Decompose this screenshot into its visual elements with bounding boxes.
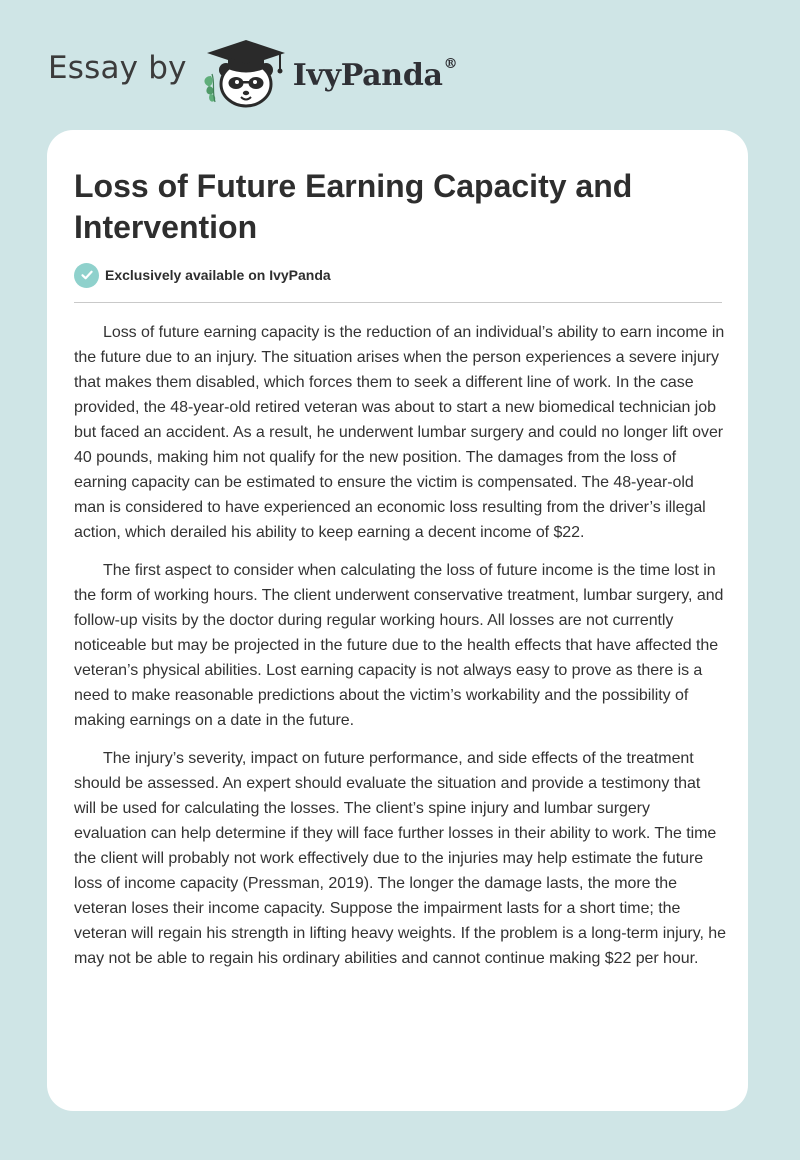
essay-card bbox=[47, 130, 748, 1111]
exclusive-badge bbox=[74, 262, 331, 288]
divider bbox=[74, 302, 722, 303]
paragraph: Loss of future earning capacity is the reduction of an individual’s ability to earn income in the future due to an injury. The situation arises when the person experiences a severe injury that makes them disabled, which forces them to seek a different line of work. In the case provided, the 48-year-old retired veteran was about to start a new biomedical technician job but faced an accident. As a result, he underwent lumbar surgery and could no longer lift over 40 pounds, making him not qualify for the new position. The damages from the loss of earning capacity can be estimated to ensure the victim is compensated. The 48-year-old man is considered to have experienced an economic loss resulting from the driver’s illegal action, which derailed his ability to keep earning a decent income of $22. bbox=[74, 324, 725, 541]
check-icon bbox=[74, 263, 99, 288]
site-header bbox=[48, 36, 457, 108]
panda-graduation-cap-icon[interactable] bbox=[199, 36, 291, 108]
paragraph: The injury’s severity, impact on future performance, and side effects of the treatment should be assessed. An expert should evaluate the situation and provide a testimony that will be used for calculating the losses. The client’s spine injury and lumbar surgery evaluation can help determine if they will face further losses in their ability to work. The time the client will probably not work effectively due to the injuries may help estimate the future loss of income capacity (Pressman, 2019). The longer the damage lasts, the more the veteran loses their income capacity. Suppose the impairment lasts for a short time; the veteran will regain his strength in lifting heavy weights. If the problem is a long-term injury, he may not be able to regain his ordinary abilities and cannot continue making $22 per hour. bbox=[74, 750, 726, 967]
registered-mark: ® bbox=[443, 55, 458, 72]
brand-name[interactable]: IvyPanda® bbox=[292, 55, 458, 93]
essay-title: Loss of Future Earning Capacity and Intervention bbox=[74, 168, 633, 245]
ivy-leaf-icon bbox=[204, 74, 215, 102]
exclusive-text: Exclusively available on IvyPanda bbox=[105, 267, 331, 283]
brand-prefix: Essay by bbox=[48, 50, 187, 86]
essay-body bbox=[74, 320, 726, 984]
paragraph: The first aspect to consider when calculating the loss of future income is the time lost in the form of working hours. The client underwent conservative treatment, lumbar surgery, and follow-up visits by the doctor during regular working hours. All losses are not currently noticeable but may be projected in the future due to the health effects that have affected the veteran’s physical abilities. Lost earning capacity is not always easy to prove as there is a need to make reasonable predictions about the victim’s workability and the possibility of making earnings on a date in the future. bbox=[74, 562, 724, 729]
